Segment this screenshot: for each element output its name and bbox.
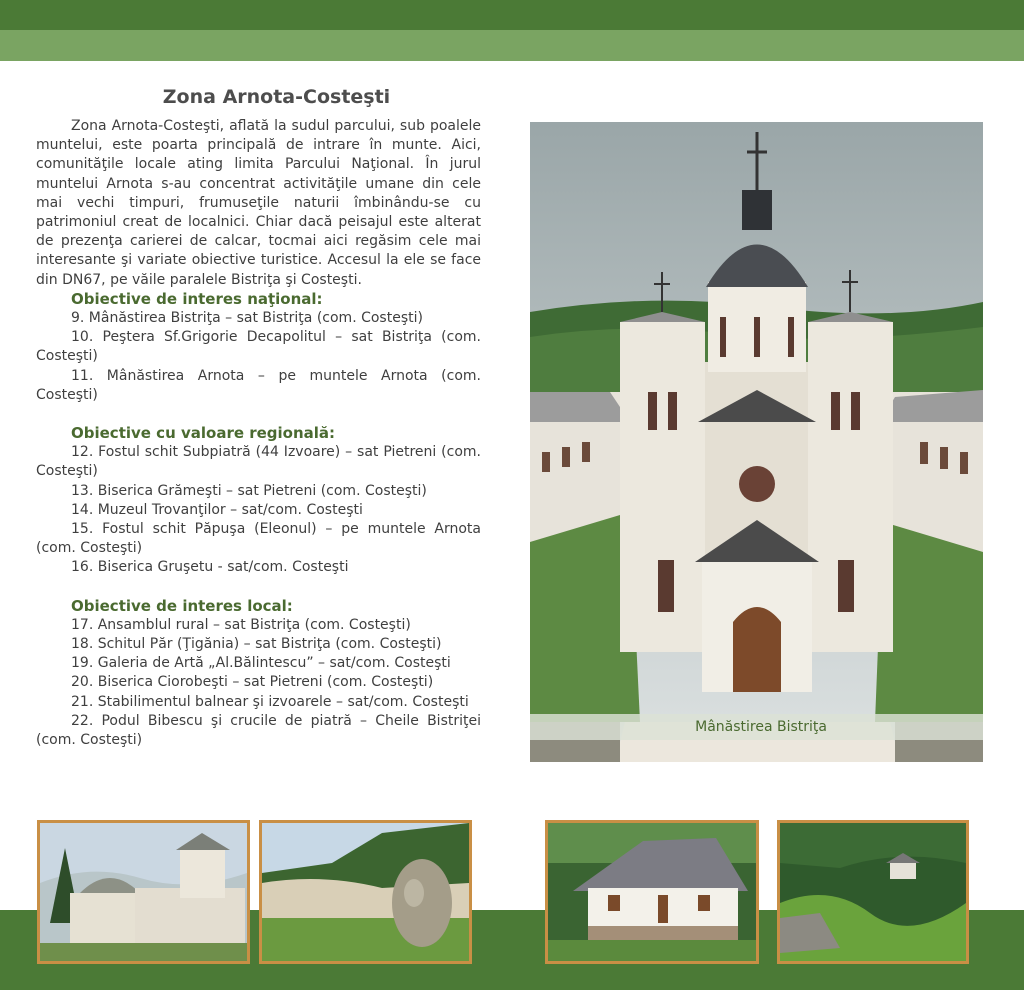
monastery-illustration bbox=[530, 122, 983, 762]
photo-caption: Mânăstirea Bistriţa bbox=[530, 714, 983, 740]
list-item: 15. Fostul schit Păpuşa (Eleonul) – pe muntele Arnota (com. Costeşti) bbox=[36, 521, 481, 557]
thumbnail-church-photo bbox=[37, 820, 250, 964]
trovant-stone-illustration bbox=[262, 823, 469, 961]
list-item: 19. Galeria de Artă „Al.Bălintescu” – sat/com. Costeşti bbox=[71, 655, 451, 672]
top-band-light bbox=[0, 30, 1024, 61]
text-column bbox=[36, 117, 481, 750]
main-photo-bistrita-monastery bbox=[530, 122, 983, 762]
thumbnail-house-photo bbox=[545, 820, 759, 964]
list-item: 18. Schitul Păr (Ţigănia) – sat Bistriţa (com. Costeşti) bbox=[71, 636, 442, 653]
regional-heading: Obiective cu valoare regională: bbox=[71, 424, 336, 443]
local-heading: Obiective de interes local: bbox=[71, 596, 293, 615]
list-item: 14. Muzeul Trovanţilor – sat/com. Costeşti bbox=[71, 501, 363, 518]
thumbnail-trovant-photo bbox=[259, 820, 472, 964]
list-item: 16. Biserica Gruşetu - sat/com. Costeşti bbox=[71, 559, 349, 576]
list-item: 22. Podul Bibescu şi crucile de piatră – Cheile Bistriţei (com. Costeşti) bbox=[36, 712, 481, 749]
list-item: 11. Mânăstirea Arnota – pe muntele Arnota (com. Costeşti) bbox=[36, 367, 481, 403]
list-item: 17. Ansamblul rural – sat Bistriţa (com. Costeşti) bbox=[71, 616, 411, 633]
page-title: Zona Arnota-Costeşti bbox=[162, 86, 391, 108]
list-item: 9. Mânăstirea Bistriţa – sat Bistriţa (com. Costeşti) bbox=[71, 310, 423, 327]
list-item: 20. Biserica Ciorobeşti – sat Pietreni (com. Costeşti) bbox=[71, 674, 434, 691]
rural-house-illustration bbox=[548, 823, 756, 961]
list-item: 12. Fostul schit Subpiatră (44 Izvoare) – sat Pietreni (com. Costeşti) bbox=[36, 444, 481, 480]
intro-paragraph: Zona Arnota-Costeşti, aflată la sudul parcului, sub poalele muntelui, este poarta principală de intrare în munte. Aici, comunităţile locale ating limita Parcului Naţional. În jurul muntelui Arnota s-au concentrat activităţile umane din cele mai vechi timpuri, frumuseţile naturii îmbinându-se cu patrimoniul creat de localnici. Chiar dacă peisajul este alterat de prezenţa carierei de calcar, tocmai aici regăsim cele mai interesante şi variate obiective turistice. Accesul la ele se face din DN67, pe văile paralele Bistriţa şi Costeşti. bbox=[36, 118, 481, 288]
list-item: 21. Stabilimentul balnear şi izvoarele – sat/com. Costeşti bbox=[71, 693, 469, 710]
national-heading: Obiective de interes naţional: bbox=[71, 289, 323, 308]
thumbnail-gorge-photo bbox=[777, 820, 969, 964]
top-band-dark bbox=[0, 0, 1024, 30]
gorge-illustration bbox=[780, 823, 966, 961]
church-illustration bbox=[40, 823, 247, 961]
list-item: 10. Peştera Sf.Grigorie Decapolitul – sat Bistriţa (com. Costeşti) bbox=[36, 329, 481, 365]
list-item: 13. Biserica Grămeşti – sat Pietreni (com. Costeşti) bbox=[71, 482, 427, 499]
